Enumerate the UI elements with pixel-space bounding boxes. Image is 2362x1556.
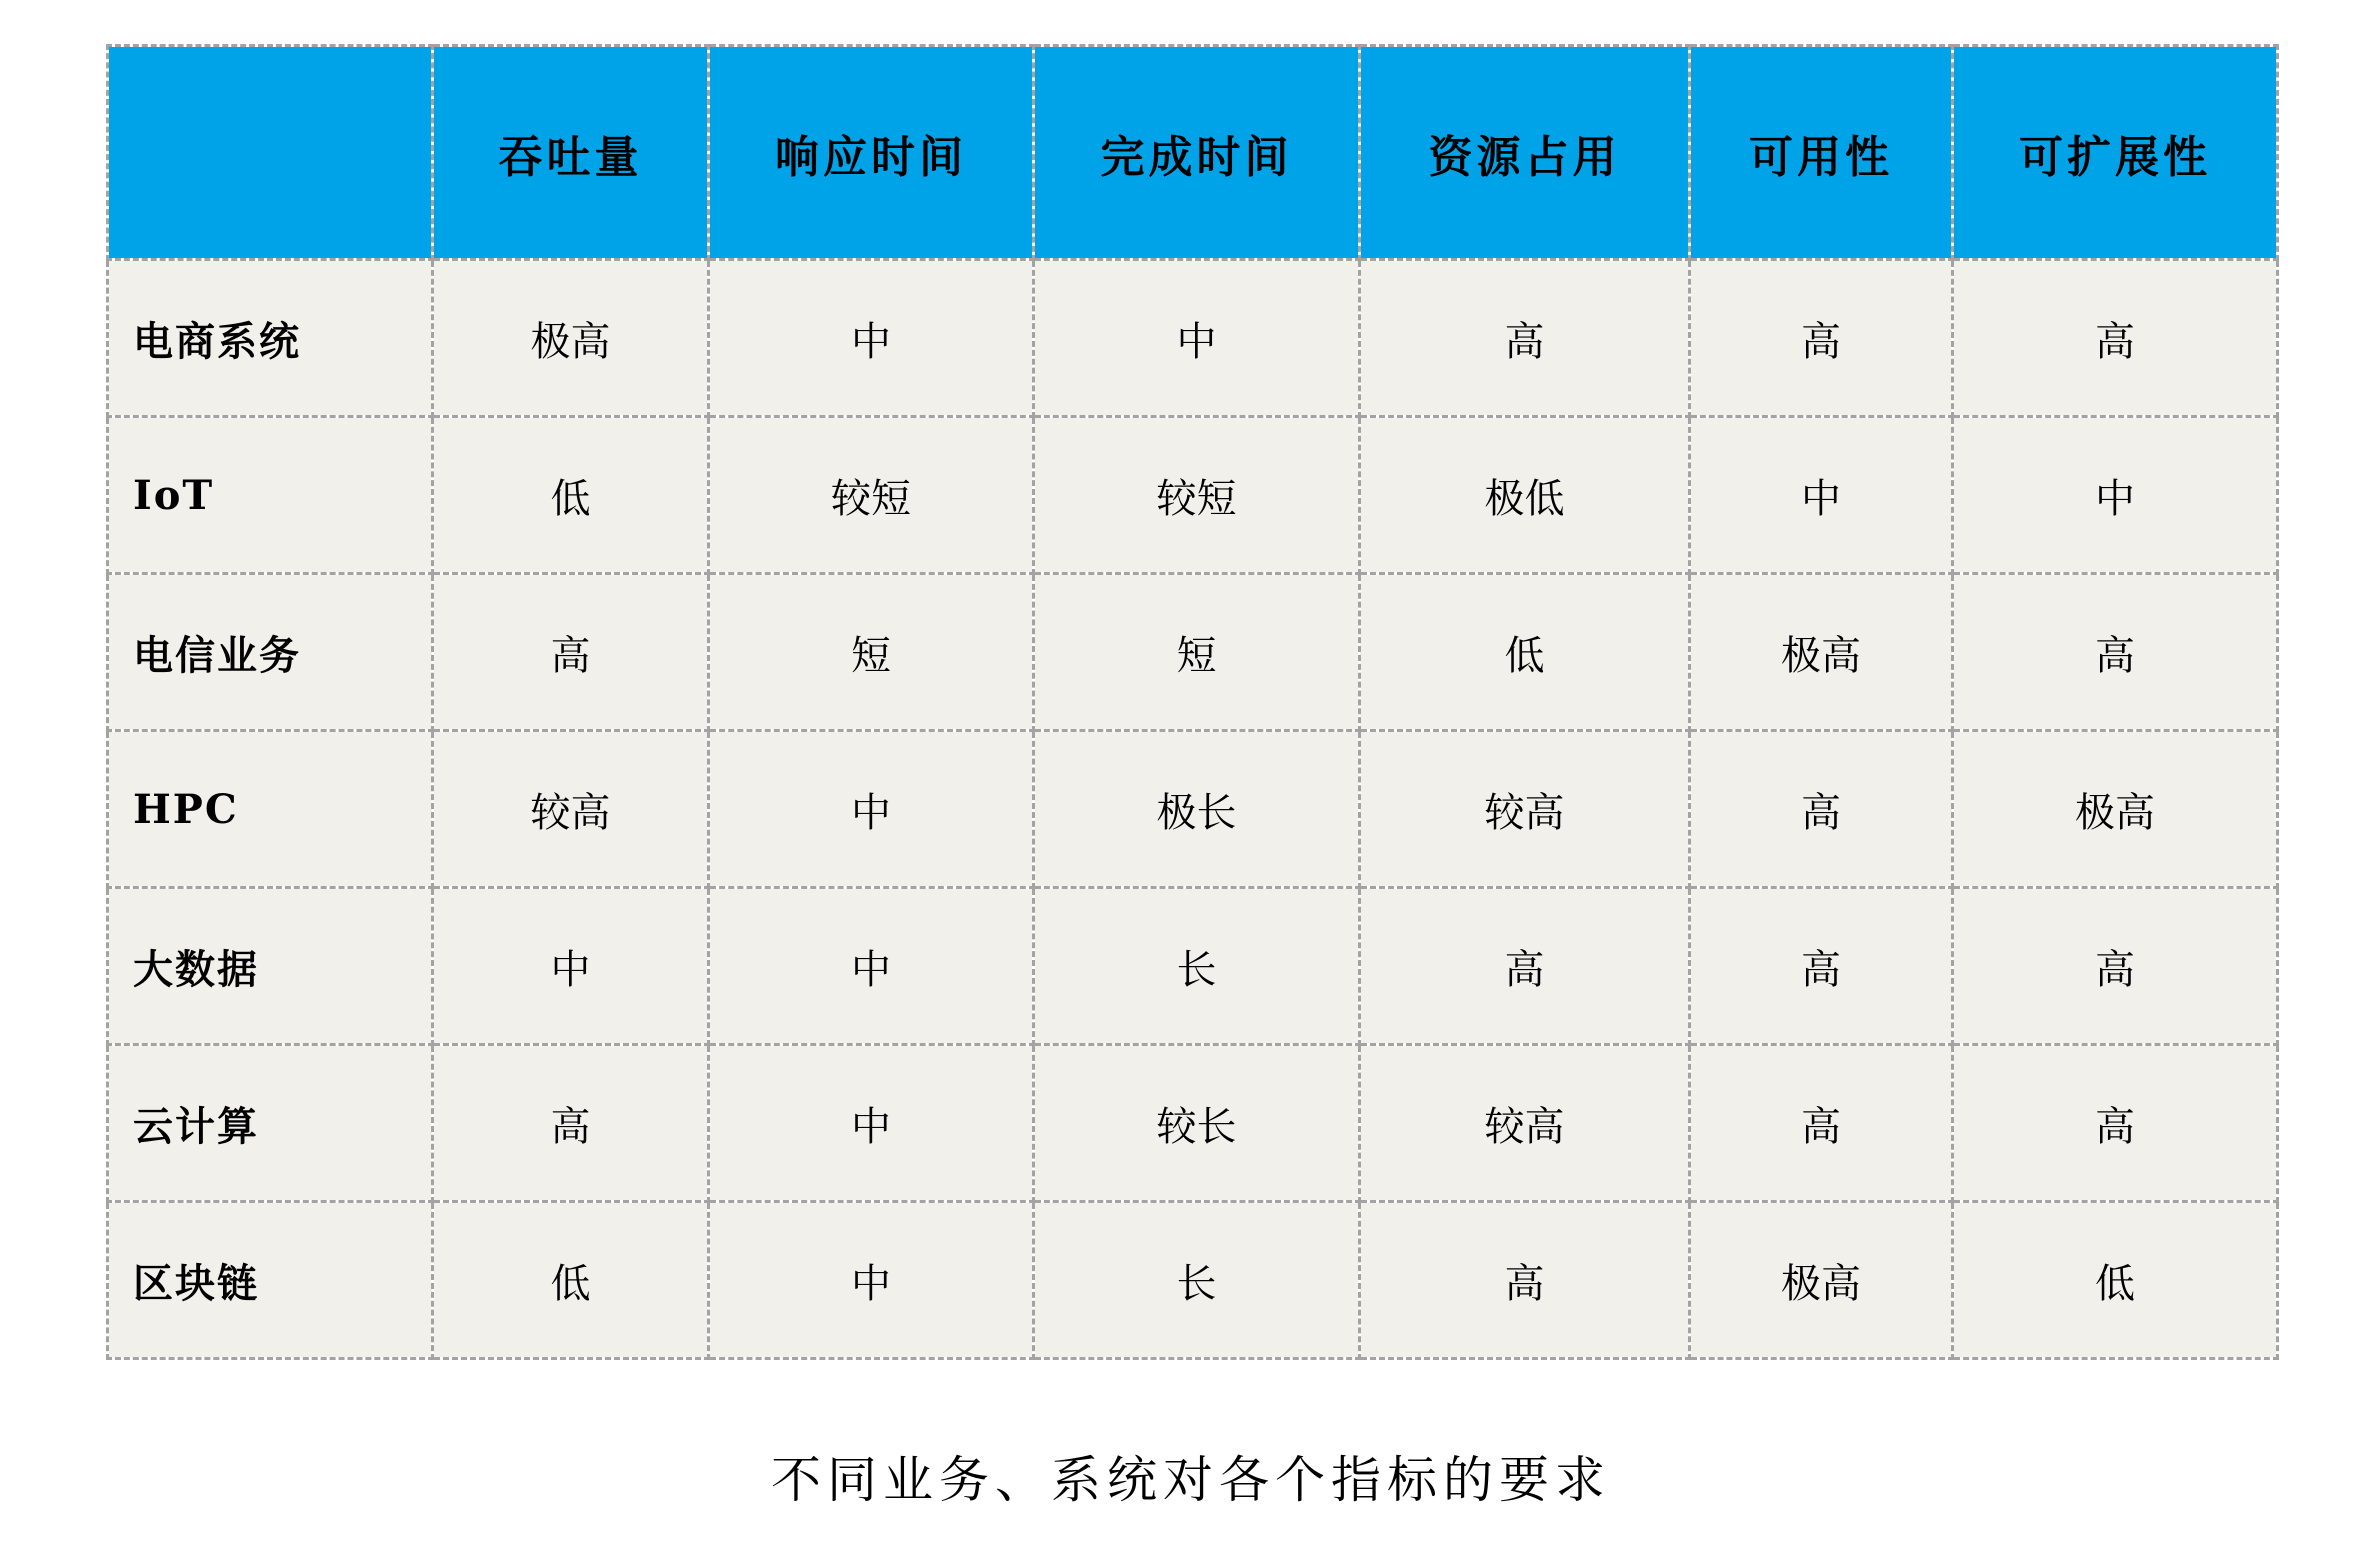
table-cell: 高	[433, 1045, 709, 1202]
row-label: IoT	[108, 417, 433, 574]
table-cell: 中	[709, 731, 1034, 888]
table-cell: 高	[1953, 574, 2278, 731]
table-cell: 低	[1953, 1202, 2278, 1359]
table-cell: 高	[1953, 1045, 2278, 1202]
table-cell: 高	[1690, 731, 1953, 888]
header-cell: 完成时间	[1034, 46, 1360, 260]
table-row	[108, 260, 2278, 417]
table-cell: 中	[709, 260, 1034, 417]
table-cell: 高	[433, 574, 709, 731]
table-cell: 高	[1690, 1045, 1953, 1202]
table-cell: 长	[1034, 888, 1360, 1045]
row-label: 电信业务	[108, 574, 433, 731]
table-cell: 中	[1034, 260, 1360, 417]
table-cell: 高	[1690, 888, 1953, 1045]
table-cell: 短	[1034, 574, 1360, 731]
table-cell: 高	[1360, 1202, 1690, 1359]
table-cell: 极低	[1360, 417, 1690, 574]
row-label: 大数据	[108, 888, 433, 1045]
table-cell: 高	[1690, 260, 1953, 417]
table-cell: 极高	[1953, 731, 2278, 888]
row-label: 区块链	[108, 1202, 433, 1359]
table-row	[108, 1202, 2278, 1359]
table-cell: 中	[709, 888, 1034, 1045]
table-cell: 中	[709, 1202, 1034, 1359]
table-cell: 较高	[1360, 1045, 1690, 1202]
table-cell: 低	[433, 1202, 709, 1359]
table-cell: 高	[1953, 260, 2278, 417]
table-cell: 较长	[1034, 1045, 1360, 1202]
metrics-table	[106, 44, 2279, 1360]
table-cell: 较高	[433, 731, 709, 888]
table-cell: 长	[1034, 1202, 1360, 1359]
table-cell: 低	[1360, 574, 1690, 731]
table-row	[108, 731, 2278, 888]
table-cell: 高	[1953, 888, 2278, 1045]
row-label: HPC	[108, 731, 433, 888]
header-cell-empty	[108, 46, 433, 260]
table-row	[108, 888, 2278, 1045]
table-row	[108, 417, 2278, 574]
table-cell: 短	[709, 574, 1034, 731]
table-body	[108, 260, 2278, 1359]
header-row	[108, 46, 2278, 260]
table-cell: 较高	[1360, 731, 1690, 888]
table-cell: 高	[1360, 260, 1690, 417]
table-cell: 高	[1360, 888, 1690, 1045]
table-cell: 极高	[1690, 574, 1953, 731]
header-cell: 可用性	[1690, 46, 1953, 260]
table-cell: 低	[433, 417, 709, 574]
table-cell: 中	[433, 888, 709, 1045]
table-cell: 较短	[709, 417, 1034, 574]
table-cell: 中	[1690, 417, 1953, 574]
row-label: 电商系统	[108, 260, 433, 417]
table-cell: 中	[1953, 417, 2278, 574]
table-cell: 极高	[433, 260, 709, 417]
table-header	[108, 46, 2278, 260]
table-row	[108, 574, 2278, 731]
table-cell: 较短	[1034, 417, 1360, 574]
table-cell: 极长	[1034, 731, 1360, 888]
table-row	[108, 1045, 2278, 1202]
table-cell: 极高	[1690, 1202, 1953, 1359]
header-cell: 可扩展性	[1953, 46, 2278, 260]
header-cell: 资源占用	[1360, 46, 1690, 260]
header-cell: 吞吐量	[433, 46, 709, 260]
row-label: 云计算	[108, 1045, 433, 1202]
table-cell: 中	[709, 1045, 1034, 1202]
header-cell: 响应时间	[709, 46, 1034, 260]
figure-caption: 不同业务、系统对各个指标的要求	[771, 1451, 1611, 1509]
